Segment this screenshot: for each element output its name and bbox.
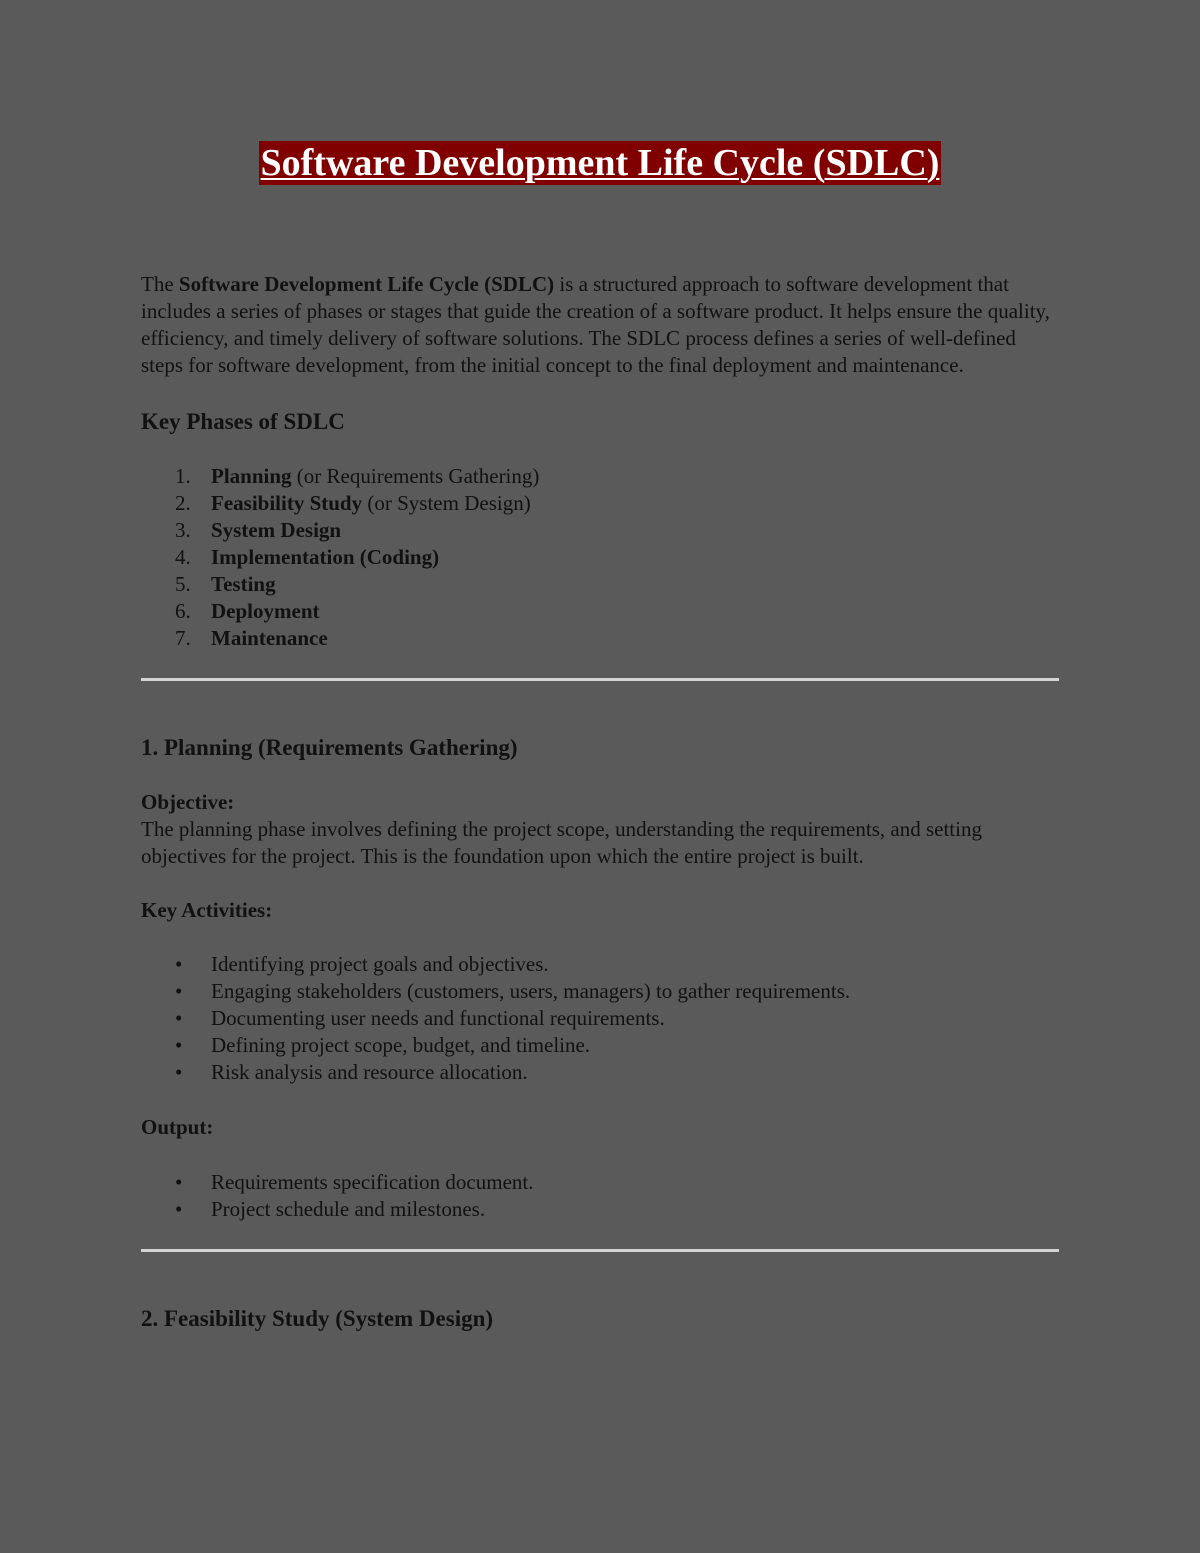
section-divider xyxy=(141,678,1059,681)
list-item xyxy=(141,1059,1059,1086)
list-number: 1. xyxy=(175,464,191,488)
list-item xyxy=(141,598,1059,625)
phase-name: Planning xyxy=(211,464,292,488)
output-text: Requirements specification document. xyxy=(211,1170,534,1194)
list-item xyxy=(141,490,1059,517)
list-number: 5. xyxy=(175,572,191,596)
bullet-icon: • xyxy=(175,979,183,1003)
outputs-list xyxy=(141,1169,1059,1223)
phase-name: Testing xyxy=(211,572,276,596)
list-item xyxy=(141,463,1059,490)
list-item xyxy=(141,1169,1059,1196)
list-number: 6. xyxy=(175,599,191,623)
bullet-icon: • xyxy=(175,1170,183,1194)
activities-label-text: Key Activities: xyxy=(141,898,273,922)
phases-list xyxy=(141,463,1059,652)
activity-text: Engaging stakeholders (customers, users, managers) to gather requirements. xyxy=(211,979,851,1003)
objective-label xyxy=(141,789,1059,816)
phase-name: System Design xyxy=(211,518,342,542)
phase-name: Deployment xyxy=(211,599,320,623)
section1-heading: 1. Planning (Requirements Gathering) xyxy=(141,735,518,760)
document-body xyxy=(141,271,1059,1333)
section2-heading: 2. Feasibility Study (System Design) xyxy=(141,1306,494,1331)
output-label xyxy=(141,1114,1059,1141)
page-title: Software Development Life Cycle (SDLC) xyxy=(260,142,940,184)
intro-bold: Software Development Life Cycle (SDLC) xyxy=(178,272,555,296)
bullet-icon: • xyxy=(175,952,183,976)
output-text: Project schedule and milestones. xyxy=(211,1197,486,1221)
list-item xyxy=(141,571,1059,598)
list-item xyxy=(141,544,1059,571)
list-number: 4. xyxy=(175,545,191,569)
intro-post: is a structured approach to software development that includes a series of phases or stages that guide the creation of a software product. It helps ensure the quality, efficiency, and timely delivery of software solutions. The SDLC process defines a series of well-defined steps for software development, from the initial concept to the final deployment and maintenance. xyxy=(141,272,1050,377)
list-item xyxy=(141,978,1059,1005)
list-number: 3. xyxy=(175,518,191,542)
list-number: 2. xyxy=(175,491,191,515)
list-item xyxy=(141,517,1059,544)
activity-text: Defining project scope, budget, and timeline. xyxy=(211,1033,591,1057)
activity-text: Documenting user needs and functional requirements. xyxy=(211,1006,665,1030)
phase-note: (or System Design) xyxy=(362,491,531,515)
phase-name: Feasibility Study xyxy=(211,491,363,515)
bullet-icon: • xyxy=(175,1197,183,1221)
section-divider xyxy=(141,1249,1059,1252)
phase-name: Implementation (Coding) xyxy=(211,545,440,569)
output-label-text: Output: xyxy=(141,1115,214,1139)
intro-pre: The xyxy=(141,272,179,296)
phase-name: Maintenance xyxy=(211,626,328,650)
bullet-icon: • xyxy=(175,1060,183,1084)
bullet-icon: • xyxy=(175,1006,183,1030)
activities-label xyxy=(141,897,1059,924)
activity-text: Risk analysis and resource allocation. xyxy=(211,1060,528,1084)
activities-list xyxy=(141,951,1059,1086)
title-wrap xyxy=(0,141,1200,185)
bullet-icon: • xyxy=(175,1033,183,1057)
list-item xyxy=(141,1196,1059,1223)
activity-text: Identifying project goals and objectives. xyxy=(211,952,549,976)
objective-text: The planning phase involves defining the project scope, understanding the requirements, and setting objectives for the project. This is the foundation upon which the entire project is built. xyxy=(141,817,982,868)
list-number: 7. xyxy=(175,626,191,650)
list-item xyxy=(141,1005,1059,1032)
objective-label-text: Objective: xyxy=(141,790,235,814)
list-item xyxy=(141,951,1059,978)
key-phases-heading: Key Phases of SDLC xyxy=(141,409,345,434)
intro-paragraph xyxy=(141,271,1059,379)
list-item xyxy=(141,1032,1059,1059)
phase-note: (or Requirements Gathering) xyxy=(291,464,540,488)
list-item xyxy=(141,625,1059,652)
